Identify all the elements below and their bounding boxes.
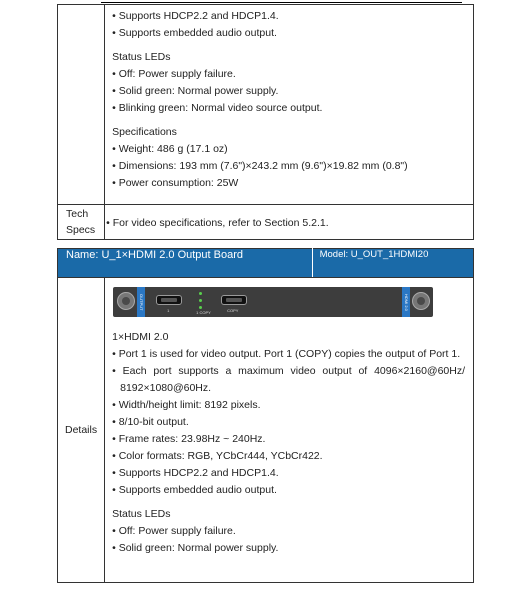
section-title: 1×HDMI 2.0 (112, 331, 169, 343)
list-item: • 8/10-bit output. (112, 414, 465, 431)
board-illustration (113, 287, 433, 317)
list-item: • Width/height limit: 8192 pixels. (112, 397, 465, 414)
content-cell (105, 5, 474, 205)
details-cell (105, 278, 474, 583)
hdmi-tag: HDMI 2.0 (402, 287, 410, 317)
port-label: 1 (167, 308, 170, 313)
led-icon (199, 299, 202, 302)
table-row (58, 278, 474, 583)
board-name: Name: U_1×HDMI 2.0 Output Board (58, 249, 313, 278)
tech-specs-label: Tech Specs (66, 208, 96, 236)
list-item: • Supports HDCP2.2 and HDCP1.4. (112, 465, 465, 482)
table-row (58, 205, 474, 240)
features-list (112, 346, 465, 499)
board-model: Model: U_OUT_1HDMI20 (312, 249, 473, 278)
list-item: • Supports embedded audio output. (112, 25, 465, 42)
list-item: • Off: Power supply failure. (112, 523, 465, 540)
list-item: • Blinking green: Normal video source output. (112, 100, 465, 117)
list-item: • Color formats: RGB, YCbCr444, YCbCr422. (112, 448, 465, 465)
led-icon (199, 306, 202, 309)
status-leds-list (112, 523, 465, 557)
details-label: Details (58, 278, 105, 583)
led-icon (199, 292, 202, 295)
features-list (112, 8, 465, 42)
hdmi-port-icon (156, 295, 182, 305)
status-leds-title: Status LEDs (112, 51, 171, 63)
list-item: • Weight: 486 g (17.1 oz) (112, 141, 465, 158)
list-item: • Each port supports a maximum video output of 4096×2160@60Hz/ 8192×1080@60Hz. (112, 363, 465, 397)
list-item: • Dimensions: 193 mm (7.6")×243.2 mm (9.6")×19.82 mm (0.8") (112, 158, 465, 175)
list-item: • Solid green: Normal power supply. (112, 540, 465, 557)
list-item: • Port 1 is used for video output. Port 1 (COPY) copies the output of Port 1. (112, 346, 465, 363)
board-spec-table-2 (57, 248, 474, 583)
hdmi-port-icon (221, 295, 247, 305)
specifications-list (112, 141, 465, 192)
list-item: • Solid green: Normal power supply. (112, 83, 465, 100)
tech-specs-label-cell (58, 205, 105, 240)
status-leds-list (112, 66, 465, 117)
list-item: • Power consumption: 25W (112, 175, 465, 192)
status-leds-title: Status LEDs (112, 508, 171, 520)
top-rule (101, 2, 462, 3)
screw-icon (412, 292, 430, 310)
specifications-title: Specifications (112, 126, 177, 138)
screw-icon (117, 292, 135, 310)
board-spec-table-1 (57, 4, 474, 240)
tech-specs-cell (105, 205, 474, 240)
list-item: • Frame rates: 23.98Hz ~ 240Hz. (112, 431, 465, 448)
port-label: COPY (227, 308, 239, 313)
tech-specs-text: • For video specifications, refer to Section 5.2.1. (105, 205, 473, 232)
table-row (58, 5, 474, 205)
led-label: 1 COPY (196, 310, 211, 315)
table-header-row (58, 249, 474, 278)
list-item: • Supports HDCP2.2 and HDCP1.4. (112, 8, 465, 25)
empty-label-cell (58, 5, 105, 205)
list-item: • Supports embedded audio output. (112, 482, 465, 499)
output-tag: OUTPUT (137, 287, 145, 317)
list-item: • Off: Power supply failure. (112, 66, 465, 83)
